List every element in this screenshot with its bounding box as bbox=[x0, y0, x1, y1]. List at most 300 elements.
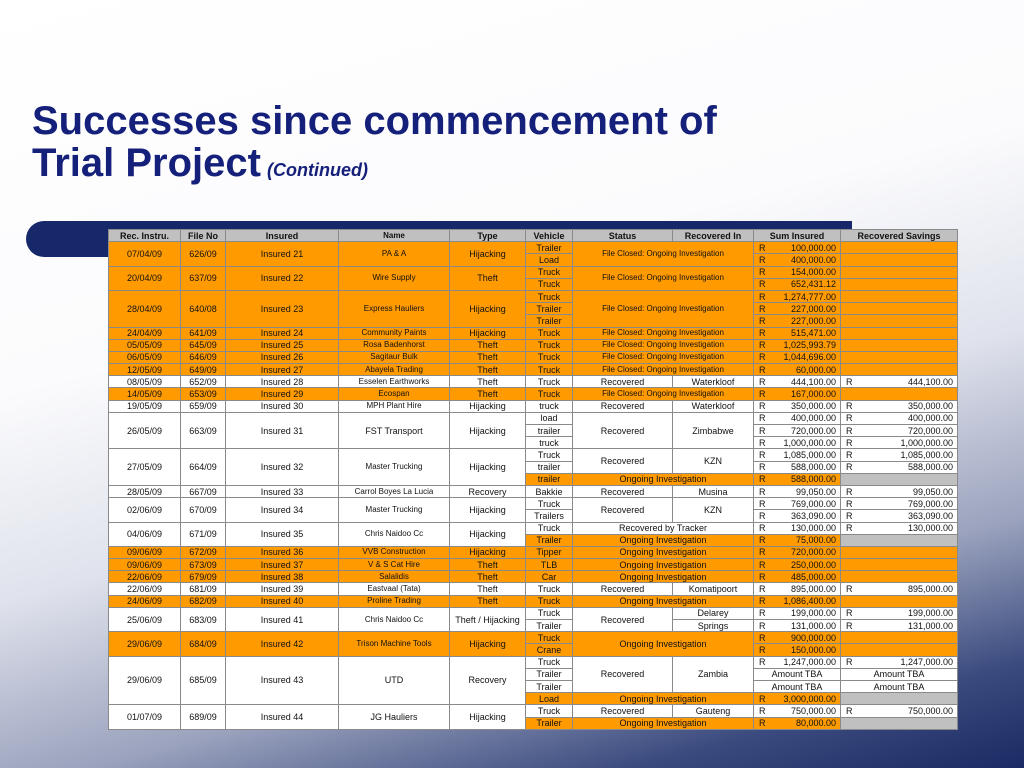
table-row bbox=[109, 632, 958, 644]
currency-label: R bbox=[759, 584, 766, 595]
cell-sum-insured bbox=[754, 559, 841, 571]
cell-vehicle: load bbox=[526, 412, 573, 424]
cell-type: Hijacking bbox=[450, 242, 526, 266]
cell-date: 07/04/09 bbox=[109, 242, 181, 266]
cell-savings bbox=[841, 717, 958, 729]
cell-type: Hijacking bbox=[450, 327, 526, 339]
amount-value: 350,000.00 bbox=[790, 401, 836, 412]
currency-label: R bbox=[846, 425, 853, 436]
cell-vehicle: TLB bbox=[526, 559, 573, 571]
cell-sum-insured bbox=[754, 388, 841, 400]
cell-savings bbox=[841, 559, 958, 571]
cell-recovered-in: Waterkloof bbox=[673, 400, 754, 412]
currency-label: R bbox=[846, 449, 853, 460]
amount-value: 515,471.00 bbox=[790, 328, 836, 339]
currency-label: R bbox=[759, 389, 766, 400]
cell-sum-insured bbox=[754, 510, 841, 522]
currency-label: R bbox=[759, 267, 766, 278]
cell-insured: Insured 27 bbox=[226, 364, 339, 376]
cell-name: PA & A bbox=[339, 242, 450, 266]
currency-label: R bbox=[759, 364, 766, 375]
cell-recovered-in: KZN bbox=[673, 498, 754, 522]
col-header-file-no[interactable]: File No bbox=[181, 230, 226, 242]
table-row bbox=[109, 388, 958, 400]
amount-value: 199,000.00 bbox=[907, 608, 953, 619]
amount-value: 131,000.00 bbox=[907, 620, 953, 631]
cell-vehicle: Truck bbox=[526, 632, 573, 644]
cell-savings bbox=[841, 449, 958, 461]
cell-name: FST Transport bbox=[339, 412, 450, 449]
cell-savings bbox=[841, 571, 958, 583]
cell-date: 06/05/09 bbox=[109, 351, 181, 363]
amount-value: 720,000.00 bbox=[907, 425, 953, 436]
continued-note: (Continued) bbox=[266, 160, 368, 180]
cell-status: Ongoing Investigation bbox=[573, 534, 754, 546]
cell-type: Recovery bbox=[450, 656, 526, 705]
currency-label: R bbox=[846, 510, 853, 521]
cell-status: File Closed: Ongoing Investigation bbox=[573, 266, 754, 290]
cell-name: Esselen Earthworks bbox=[339, 376, 450, 388]
currency-label: R bbox=[759, 718, 766, 729]
amount-value: 895,000.00 bbox=[790, 584, 836, 595]
amount-value: 1,000,000.00 bbox=[900, 437, 953, 448]
amount-value: 400,000.00 bbox=[790, 254, 836, 265]
cell-vehicle: trailer bbox=[526, 473, 573, 485]
cell-file-no: 640/08 bbox=[181, 290, 226, 327]
cell-status: File Closed: Ongoing Investigation bbox=[573, 388, 754, 400]
cell-savings bbox=[841, 290, 958, 302]
currency-label: R bbox=[846, 376, 853, 387]
cell-vehicle: Truck bbox=[526, 583, 573, 595]
cell-savings: Amount TBA bbox=[841, 668, 958, 680]
amount-value: 350,000.00 bbox=[907, 401, 953, 412]
cell-vehicle: Truck bbox=[526, 278, 573, 290]
cell-file-no: 685/09 bbox=[181, 656, 226, 705]
cell-insured: Insured 40 bbox=[226, 595, 339, 607]
amount-value: 652,431.12 bbox=[790, 279, 836, 290]
cell-name: UTD bbox=[339, 656, 450, 705]
currency-label: R bbox=[759, 291, 766, 302]
cell-sum-insured bbox=[754, 522, 841, 534]
cell-sum-insured bbox=[754, 339, 841, 351]
cell-date: 29/06/09 bbox=[109, 656, 181, 705]
currency-label: R bbox=[759, 705, 766, 716]
cell-sum-insured bbox=[754, 607, 841, 619]
cell-insured: Insured 35 bbox=[226, 522, 339, 546]
slide-title-line2 bbox=[32, 142, 717, 191]
cell-name: Carrol Boyes La Lucia bbox=[339, 485, 450, 497]
amount-value: 895,000.00 bbox=[907, 584, 953, 595]
col-header-recovered-savings[interactable]: Recovered Savings bbox=[841, 230, 958, 242]
cell-vehicle: Car bbox=[526, 571, 573, 583]
cell-status: Recovered bbox=[573, 400, 673, 412]
cell-sum-insured bbox=[754, 266, 841, 278]
currency-label: R bbox=[759, 474, 766, 485]
cell-date: 25/06/09 bbox=[109, 607, 181, 631]
col-header-recovered-in[interactable]: Recovered In bbox=[673, 230, 754, 242]
cell-file-no: 667/09 bbox=[181, 485, 226, 497]
cell-insured: Insured 36 bbox=[226, 546, 339, 558]
cell-status: File Closed: Ongoing Investigation bbox=[573, 290, 754, 327]
cell-savings bbox=[841, 607, 958, 619]
cell-status: File Closed: Ongoing Investigation bbox=[573, 364, 754, 376]
table-row bbox=[109, 485, 958, 497]
cell-recovered-in: Delarey bbox=[673, 607, 754, 619]
cell-vehicle: Truck bbox=[526, 339, 573, 351]
amount-value: 720,000.00 bbox=[790, 425, 836, 436]
successes-table-wrapper bbox=[108, 229, 957, 730]
cell-status: Ongoing Investigation bbox=[573, 693, 754, 705]
cell-date: 09/06/09 bbox=[109, 559, 181, 571]
cell-sum-insured bbox=[754, 461, 841, 473]
col-header-status[interactable]: Status bbox=[573, 230, 673, 242]
cell-status: Ongoing Investigation bbox=[573, 632, 754, 656]
table-row bbox=[109, 400, 958, 412]
cell-sum-insured bbox=[754, 583, 841, 595]
amount-value: 1,247,000.00 bbox=[783, 657, 836, 668]
table-row bbox=[109, 327, 958, 339]
currency-label: R bbox=[759, 657, 766, 668]
cell-sum-insured bbox=[754, 644, 841, 656]
table-header-row bbox=[109, 230, 958, 242]
cell-date: 12/05/09 bbox=[109, 364, 181, 376]
cell-sum-insured bbox=[754, 425, 841, 437]
amount-value: 154,000.00 bbox=[790, 267, 836, 278]
cell-file-no: 645/09 bbox=[181, 339, 226, 351]
cell-type: Hijacking bbox=[450, 705, 526, 729]
currency-label: R bbox=[846, 523, 853, 534]
cell-status: Recovered bbox=[573, 485, 673, 497]
cell-recovered-in: Zimbabwe bbox=[673, 412, 754, 449]
cell-status: Ongoing Investigation bbox=[573, 473, 754, 485]
cell-insured: Insured 42 bbox=[226, 632, 339, 656]
cell-name: Community Paints bbox=[339, 327, 450, 339]
cell-insured: Insured 29 bbox=[226, 388, 339, 400]
cell-savings bbox=[841, 461, 958, 473]
currency-label: R bbox=[759, 486, 766, 497]
cell-name: MPH Plant Hire bbox=[339, 400, 450, 412]
cell-insured: Insured 32 bbox=[226, 449, 339, 486]
cell-insured: Insured 28 bbox=[226, 376, 339, 388]
cell-vehicle: Truck bbox=[526, 607, 573, 619]
cell-type: Hijacking bbox=[450, 290, 526, 327]
cell-savings bbox=[841, 583, 958, 595]
cell-name: VVB Construction bbox=[339, 546, 450, 558]
cell-recovered-in: Musina bbox=[673, 485, 754, 497]
amount-value: 1,044,696.00 bbox=[783, 352, 836, 363]
amount-value: 131,000.00 bbox=[790, 620, 836, 631]
amount-value: 485,000.00 bbox=[790, 571, 836, 582]
amount-value: 1,247,000.00 bbox=[900, 657, 953, 668]
cell-sum-insured bbox=[754, 449, 841, 461]
cell-savings bbox=[841, 327, 958, 339]
cell-savings bbox=[841, 242, 958, 254]
cell-name: Abayela Trading bbox=[339, 364, 450, 376]
col-header-insured[interactable]: Insured bbox=[226, 230, 339, 242]
cell-vehicle: Bakkie bbox=[526, 485, 573, 497]
slide-title-line1: Successes since commencement of bbox=[32, 99, 717, 143]
cell-status: Recovered bbox=[573, 376, 673, 388]
cell-sum-insured bbox=[754, 303, 841, 315]
cell-insured: Insured 44 bbox=[226, 705, 339, 729]
currency-label: R bbox=[759, 242, 766, 253]
cell-vehicle: Trailers bbox=[526, 510, 573, 522]
table-row bbox=[109, 546, 958, 558]
amount-value: 3,000,000.00 bbox=[783, 693, 836, 704]
table-row bbox=[109, 449, 958, 461]
cell-status: Ongoing Investigation bbox=[573, 717, 754, 729]
cell-vehicle: Trailer bbox=[526, 534, 573, 546]
col-header-vehicle[interactable]: Vehicle bbox=[526, 230, 573, 242]
cell-name: Trison Machine Tools bbox=[339, 632, 450, 656]
cell-file-no: 637/09 bbox=[181, 266, 226, 290]
cell-sum-insured bbox=[754, 351, 841, 363]
currency-label: R bbox=[759, 340, 766, 351]
table-row bbox=[109, 559, 958, 571]
amount-value: 99,050.00 bbox=[795, 486, 836, 497]
cell-date: 02/06/09 bbox=[109, 498, 181, 522]
cell-date: 20/04/09 bbox=[109, 266, 181, 290]
cell-type: Hijacking bbox=[450, 412, 526, 449]
cell-file-no: 653/09 bbox=[181, 388, 226, 400]
amount-value: 130,000.00 bbox=[790, 523, 836, 534]
cell-type: Hijacking bbox=[450, 449, 526, 486]
cell-vehicle: trailer bbox=[526, 461, 573, 473]
cell-type: Hijacking bbox=[450, 522, 526, 546]
cell-name: Wire Supply bbox=[339, 266, 450, 290]
cell-file-no: 679/09 bbox=[181, 571, 226, 583]
cell-status: Ongoing Investigation bbox=[573, 559, 754, 571]
cell-vehicle: Truck bbox=[526, 364, 573, 376]
cell-name: Salalidis bbox=[339, 571, 450, 583]
currency-label: R bbox=[759, 523, 766, 534]
cell-date: 27/05/09 bbox=[109, 449, 181, 486]
amount-value: 199,000.00 bbox=[790, 608, 836, 619]
currency-label: R bbox=[759, 328, 766, 339]
currency-label: R bbox=[846, 657, 853, 668]
cell-savings bbox=[841, 266, 958, 278]
cell-type: Theft bbox=[450, 388, 526, 400]
table-row bbox=[109, 498, 958, 510]
cell-date: 29/06/09 bbox=[109, 632, 181, 656]
amount-value: 1,086,400.00 bbox=[783, 596, 836, 607]
table-row bbox=[109, 656, 958, 668]
cell-status: File Closed: Ongoing Investigation bbox=[573, 242, 754, 266]
col-header-type[interactable]: Type bbox=[450, 230, 526, 242]
cell-savings: Amount TBA bbox=[841, 680, 958, 692]
cell-sum-insured bbox=[754, 364, 841, 376]
currency-label: R bbox=[759, 449, 766, 460]
col-header-rec-instru[interactable]: Rec. Instru. bbox=[109, 230, 181, 242]
cell-vehicle: Truck bbox=[526, 705, 573, 717]
cell-sum-insured bbox=[754, 437, 841, 449]
amount-value: 227,000.00 bbox=[790, 315, 836, 326]
cell-sum-insured bbox=[754, 376, 841, 388]
cell-date: 26/05/09 bbox=[109, 412, 181, 449]
amount-value: 99,050.00 bbox=[912, 486, 953, 497]
cell-vehicle: Truck bbox=[526, 449, 573, 461]
table-row bbox=[109, 412, 958, 424]
cell-savings bbox=[841, 437, 958, 449]
cell-vehicle: Crane bbox=[526, 644, 573, 656]
cell-status: Recovered bbox=[573, 583, 673, 595]
cell-type: Theft bbox=[450, 364, 526, 376]
cell-status: Recovered bbox=[573, 705, 673, 717]
amount-value: 900,000.00 bbox=[790, 632, 836, 643]
currency-label: R bbox=[759, 693, 766, 704]
cell-type: Theft bbox=[450, 583, 526, 595]
cell-savings bbox=[841, 656, 958, 668]
amount-value: 1,000,000.00 bbox=[783, 437, 836, 448]
cell-recovered-in: Springs bbox=[673, 620, 754, 632]
currency-label: R bbox=[759, 608, 766, 619]
cell-status: Recovered by Tracker bbox=[573, 522, 754, 534]
cell-sum-insured bbox=[754, 546, 841, 558]
table-row bbox=[109, 290, 958, 302]
cell-insured: Insured 30 bbox=[226, 400, 339, 412]
cell-vehicle: trailer bbox=[526, 425, 573, 437]
cell-savings bbox=[841, 425, 958, 437]
cell-vehicle: Truck bbox=[526, 327, 573, 339]
cell-name: Rosa Badenhorst bbox=[339, 339, 450, 351]
cell-name: Sagitaur Bulk bbox=[339, 351, 450, 363]
amount-value: 363,090.00 bbox=[907, 510, 953, 521]
cell-savings bbox=[841, 412, 958, 424]
cell-vehicle: Trailer bbox=[526, 620, 573, 632]
cell-vehicle: Trailer bbox=[526, 717, 573, 729]
cell-sum-insured bbox=[754, 290, 841, 302]
amount-value: 400,000.00 bbox=[790, 413, 836, 424]
cell-vehicle: Truck bbox=[526, 388, 573, 400]
cell-date: 08/05/09 bbox=[109, 376, 181, 388]
currency-label: R bbox=[759, 535, 766, 546]
cell-name: Ecospan bbox=[339, 388, 450, 400]
cell-vehicle: Truck bbox=[526, 376, 573, 388]
cell-type: Theft bbox=[450, 376, 526, 388]
slide-title-text: Trial Project bbox=[32, 141, 261, 185]
cell-vehicle: Truck bbox=[526, 522, 573, 534]
cell-insured: Insured 33 bbox=[226, 485, 339, 497]
amount-value: 750,000.00 bbox=[790, 705, 836, 716]
cell-savings bbox=[841, 498, 958, 510]
cell-insured: Insured 39 bbox=[226, 583, 339, 595]
cell-insured: Insured 41 bbox=[226, 607, 339, 631]
currency-label: R bbox=[759, 401, 766, 412]
cell-file-no: 684/09 bbox=[181, 632, 226, 656]
cell-type: Theft bbox=[450, 595, 526, 607]
col-header-name[interactable]: Name bbox=[339, 230, 450, 242]
cell-name: Proline Trading bbox=[339, 595, 450, 607]
cell-file-no: 681/09 bbox=[181, 583, 226, 595]
cell-savings bbox=[841, 534, 958, 546]
amount-value: 769,000.00 bbox=[907, 498, 953, 509]
cell-vehicle: Truck bbox=[526, 266, 573, 278]
cell-vehicle: Truck bbox=[526, 290, 573, 302]
cell-sum-insured bbox=[754, 632, 841, 644]
cell-status: Ongoing Investigation bbox=[573, 546, 754, 558]
cell-vehicle: Truck bbox=[526, 498, 573, 510]
currency-label: R bbox=[759, 437, 766, 448]
cell-savings bbox=[841, 620, 958, 632]
cell-savings bbox=[841, 400, 958, 412]
currency-label: R bbox=[846, 401, 853, 412]
currency-label: R bbox=[759, 596, 766, 607]
cell-vehicle: truck bbox=[526, 437, 573, 449]
cell-file-no: 641/09 bbox=[181, 327, 226, 339]
currency-label: R bbox=[846, 608, 853, 619]
cell-savings bbox=[841, 364, 958, 376]
cell-savings bbox=[841, 278, 958, 290]
cell-date: 05/05/09 bbox=[109, 339, 181, 351]
amount-value: 1,025,993.79 bbox=[783, 340, 836, 351]
currency-label: R bbox=[759, 254, 766, 265]
cell-type: Recovery bbox=[450, 485, 526, 497]
cell-name: Express Hauliers bbox=[339, 290, 450, 327]
cell-vehicle: Load bbox=[526, 254, 573, 266]
cell-file-no: 664/09 bbox=[181, 449, 226, 486]
cell-sum-insured bbox=[754, 705, 841, 717]
cell-savings bbox=[841, 546, 958, 558]
table-row bbox=[109, 351, 958, 363]
cell-sum-insured bbox=[754, 571, 841, 583]
cell-sum-insured bbox=[754, 693, 841, 705]
currency-label: R bbox=[759, 303, 766, 314]
amount-value: 400,000.00 bbox=[907, 413, 953, 424]
cell-savings bbox=[841, 254, 958, 266]
cell-savings bbox=[841, 315, 958, 327]
cell-date: 19/05/09 bbox=[109, 400, 181, 412]
cell-sum-insured bbox=[754, 242, 841, 254]
currency-label: R bbox=[759, 498, 766, 509]
cell-date: 28/04/09 bbox=[109, 290, 181, 327]
cell-status: Recovered bbox=[573, 449, 673, 473]
cell-savings bbox=[841, 303, 958, 315]
cell-recovered-in: Waterkloof bbox=[673, 376, 754, 388]
cell-savings bbox=[841, 510, 958, 522]
cell-sum-insured bbox=[754, 278, 841, 290]
cell-insured: Insured 24 bbox=[226, 327, 339, 339]
table-row bbox=[109, 595, 958, 607]
cell-status: Ongoing Investigation bbox=[573, 595, 754, 607]
cell-date: 01/07/09 bbox=[109, 705, 181, 729]
cell-type: Hijacking bbox=[450, 632, 526, 656]
currency-label: R bbox=[759, 413, 766, 424]
cell-name: Master Trucking bbox=[339, 498, 450, 522]
amount-value: 750,000.00 bbox=[907, 705, 953, 716]
cell-savings bbox=[841, 351, 958, 363]
col-header-sum-insured[interactable]: Sum Insured bbox=[754, 230, 841, 242]
currency-label: R bbox=[759, 352, 766, 363]
cell-status: Recovered bbox=[573, 498, 673, 522]
cell-status: Ongoing Investigation bbox=[573, 571, 754, 583]
amount-value: 100,000.00 bbox=[790, 242, 836, 253]
cell-recovered-in: Zambia bbox=[673, 656, 754, 693]
cell-savings bbox=[841, 339, 958, 351]
cell-status: File Closed: Ongoing Investigation bbox=[573, 351, 754, 363]
cell-vehicle: Tipper bbox=[526, 546, 573, 558]
cell-insured: Insured 21 bbox=[226, 242, 339, 266]
cell-sum-insured bbox=[754, 473, 841, 485]
currency-label: R bbox=[759, 425, 766, 436]
cell-date: 22/06/09 bbox=[109, 583, 181, 595]
amount-value: 588,000.00 bbox=[790, 474, 836, 485]
cell-status: Recovered bbox=[573, 412, 673, 449]
cell-date: 28/05/09 bbox=[109, 485, 181, 497]
cell-status: File Closed: Ongoing Investigation bbox=[573, 339, 754, 351]
cell-type: Theft bbox=[450, 339, 526, 351]
amount-value: 75,000.00 bbox=[795, 535, 836, 546]
cell-sum-insured bbox=[754, 620, 841, 632]
